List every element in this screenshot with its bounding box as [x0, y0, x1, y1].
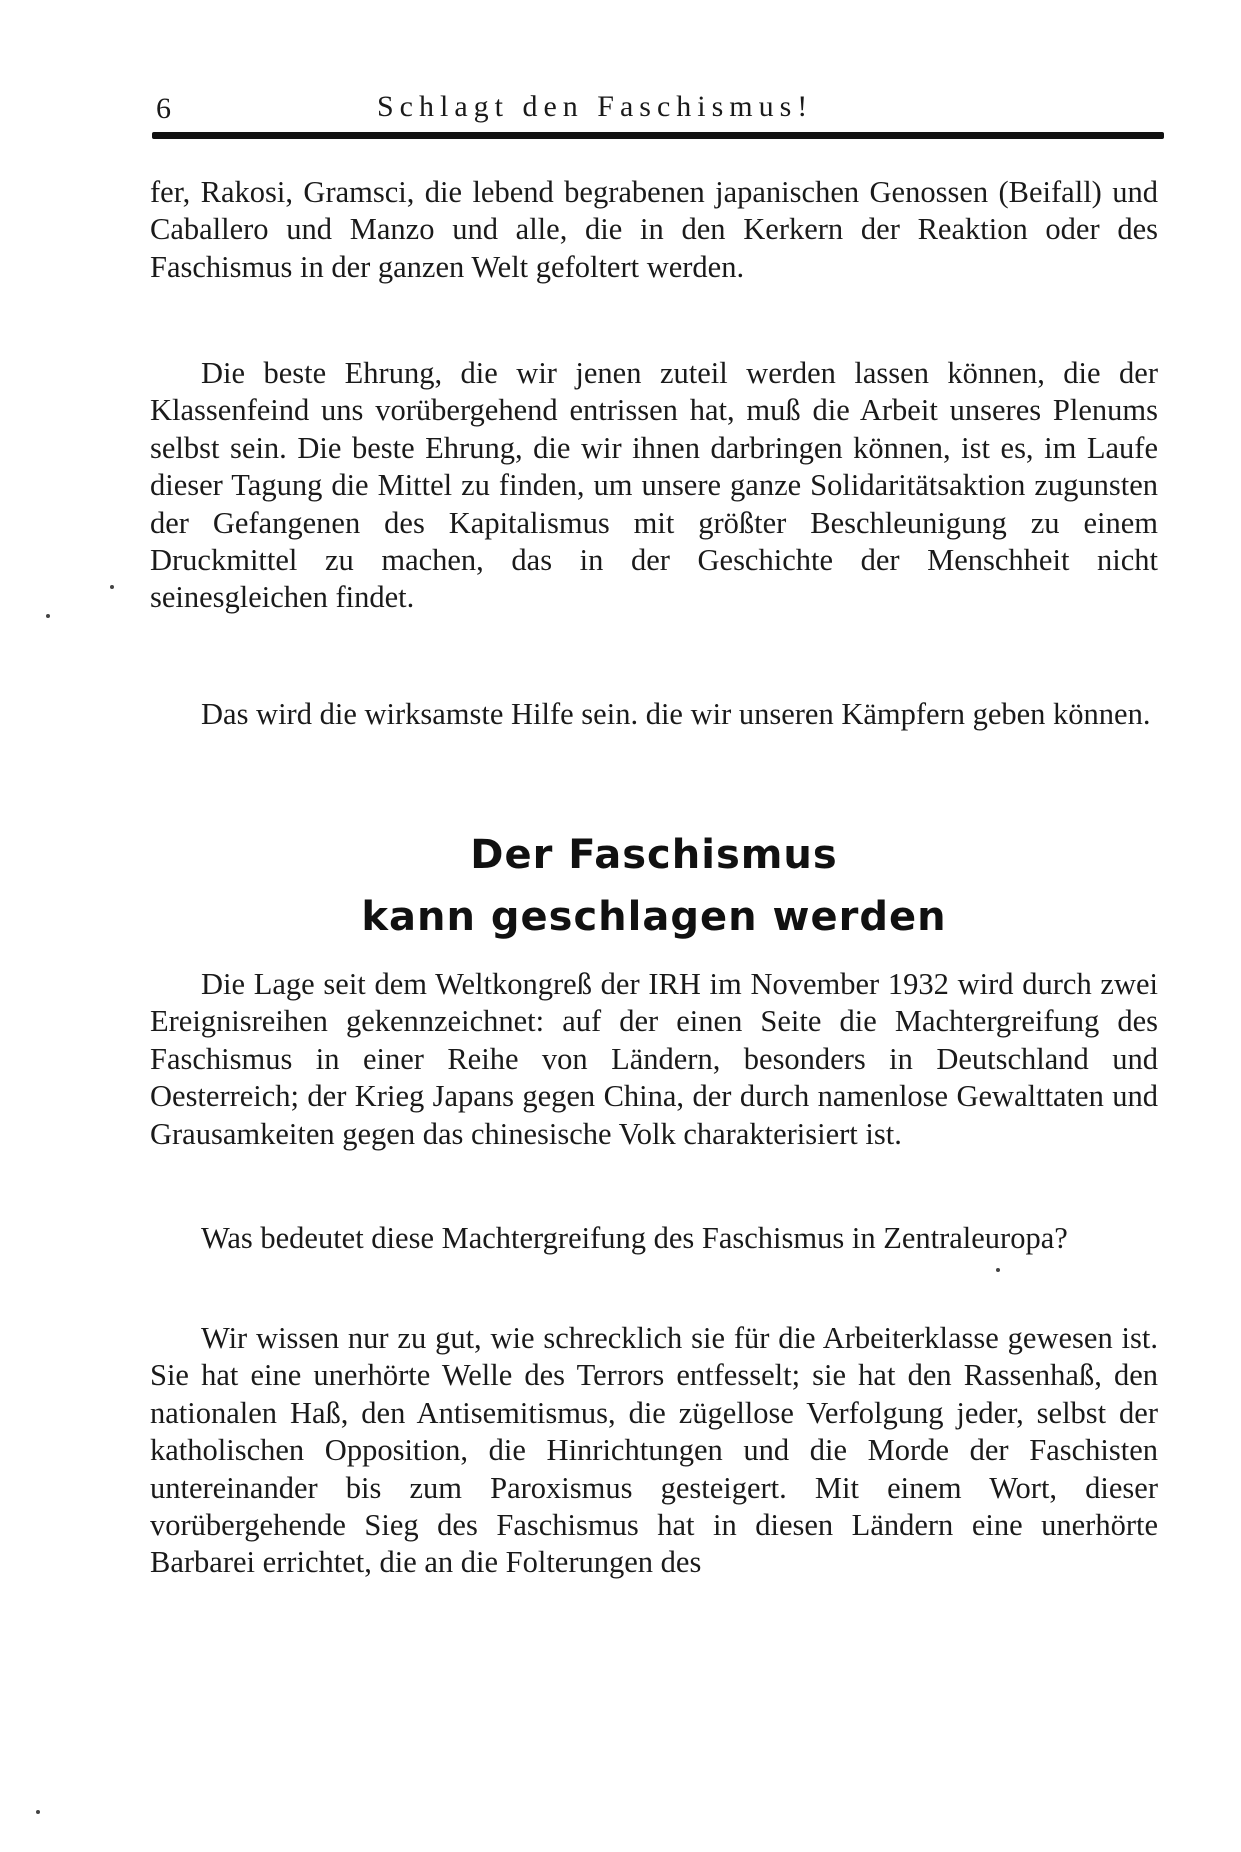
print-speck: [46, 614, 50, 618]
paragraph-continuation: [150, 174, 1158, 286]
paragraph-text: fer, Rakosi, Gramsci, die lebend begrabenen japanischen Genossen (Beifall) und Caballero und Manzo und alle, die in den Kerkern der Reaktion oder des Faschismus in der ganzen Welt gefoltert werden.: [150, 175, 1158, 284]
section-heading-line-2: kann geschlagen werden: [361, 894, 947, 940]
paragraph-situation: [150, 966, 1158, 1153]
paragraph-honor: [150, 355, 1158, 617]
page-header: [152, 86, 1162, 126]
section-heading-line-1: Der Faschismus: [470, 832, 838, 878]
paragraph-text: Wir wissen nur zu gut, wie schrecklich sie für die Arbeiterklasse gewesen ist. Sie hat eine unerhörte Welle des Terrors entfesselt; sie hat den Rassenhaß, den nationalen Haß, den Antisemitismus, die zügellose Verfolgung jeder, selbst der katholischen Opposition, die Hinrichtungen und die Morde der Faschisten untereinander bis zum Paroxismus gesteigert. Mit einem Wort, dieser vorübergehende Sieg des Faschismus hat in diesen Ländern eine unerhörte Barbarei errichtet, die an die Folterungen des: [150, 1321, 1158, 1580]
header-rule: [152, 132, 1164, 139]
print-speck: [110, 585, 114, 589]
paragraph-help: [150, 696, 1158, 733]
paragraph-text: Was bedeutet diese Machtergreifung des Faschismus in Zentraleuropa?: [201, 1221, 1068, 1255]
paragraph-text: Die beste Ehrung, die wir jenen zuteil werden lassen können, die der Klassenfeind uns vorübergehend entrissen hat, muß die Arbeit unseres Plenums selbst sein. Die beste Ehrung, die wir ihnen darbringen können, ist es, im Laufe dieser Tagung die Mittel zu finden, um unsere ganze Solidaritätsaktion zugunsten der Gefangenen des Kapitalismus mit größter Beschleunigung zu einem Druckmittel zu machen, das in der Geschichte der Menschheit nicht seinesgleichen findet.: [150, 356, 1158, 615]
section-heading: [150, 824, 1158, 948]
running-title: Schlagt den Faschismus!: [377, 90, 814, 123]
paragraph-question: [150, 1220, 1158, 1257]
page-number: 6: [156, 92, 171, 125]
print-speck: [996, 1268, 1000, 1272]
paragraph-text: Das wird die wirksamste Hilfe sein. die wir unseren Kämpfern geben können.: [201, 697, 1151, 731]
print-speck: [36, 1810, 40, 1814]
paragraph-terror: [150, 1320, 1158, 1582]
paragraph-text: Die Lage seit dem Weltkongreß der IRH im November 1932 wird durch zwei Ereignisreihen gekennzeichnet: auf der einen Seite die Machtergreifung des Faschismus in einer Reihe von Ländern, besonders in Deutschland und Oesterreich; der Krieg Japans gegen China, der durch namenlose Gewalttaten und Grausamkeiten gegen das chinesische Volk charakterisiert ist.: [150, 967, 1158, 1151]
